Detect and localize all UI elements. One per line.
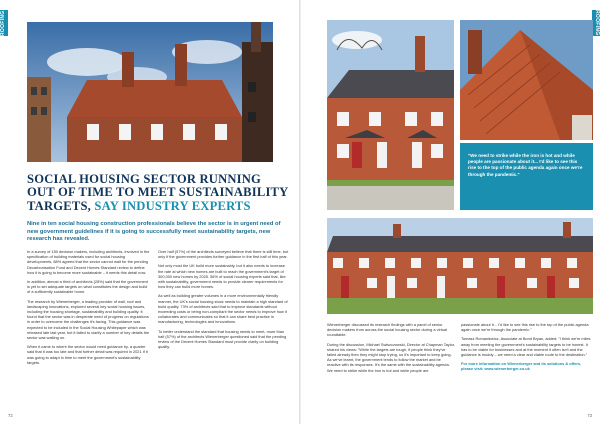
section-tab-right: ROOFING [594, 10, 600, 36]
photo-new-build-houses [327, 20, 454, 210]
paragraph: In a survey of 150 decision makers, including architects, involved in the specification of building materials used for social housing developments, 88% agreed that the sector cannot wait for the pending Decarbonisation Fund and Decent Homes Standard review to define how it is going to become more sustainable – it needs this detail now. [27, 249, 150, 275]
article-title-highlight: SAY INDUSTRY EXPERTS [94, 198, 251, 213]
paragraph: Wienerberger discussed its research findings with a panel of senior decision makers from across the social housing sector during a virtual roundtable. [327, 322, 448, 338]
pull-quote-box [460, 143, 593, 210]
paragraph: Over half (57%) of the architects surveyed believe that there is still time, but only if the government provides further guidance in the first half of this year. [158, 249, 289, 260]
paragraph: When it came to where the sector would need guidance by, a quarter said that it was too late and that further detail was required in 2021 if it was going to adapt in time to meet the government's sustainability targets. [27, 344, 148, 365]
left-page [0, 0, 299, 424]
paragraph: Tomasz Romaniewicz, Associate at Bond Bryan, added: "I think we're miles away from meeting the government's sustainability targets to be honest. It has to be viable for businesses and at the moment it often isn't and the guidance is muddy – we need a clear and viable route to the destination." [461, 336, 591, 358]
paragraph: To better understand the standard that housing needs to meet, more than half (57%) of the architects Wienerberger questioned said that the pending review of the Decent Homes Standard must provide clarity on building quality. [158, 328, 287, 350]
photo-terraced-houses [327, 218, 593, 314]
paragraph: The research by Wienerberger, a leading provider of wall, roof and landscaping innovations, explored several key social housing issues, including the housing shortage, sustainability and building quality. It found that the sector was in desperate need of progress on regulations in order to overcome the challenges it's facing. This guidance was expected to be included in the Social Housing Whitepaper which was released late last year, but it failed to clarify a number of key details the sector was waiting on. [27, 298, 150, 341]
more-info-paragraph [461, 361, 591, 371]
page-number-right: 73 [587, 413, 592, 418]
pull-quote: "We need to strike while the iron is hot and while people are passionate about it... I'd like to see this rise to the top of the public agenda again once we're through the pandemic." [468, 153, 583, 177]
paragraph: During the discussion, Michael Swiszczowski, Director at Chapman Taylor, shared his views: "While the targets are tough, if people think they've failed already then they might stop trying, so it's important to keep going. As we've learnt, the government tends to follow the market and be reactive with its responses. It's the same with the sustainability agenda. We need to strike while the iron is hot and while people are [327, 341, 455, 373]
body-column-3 [327, 322, 455, 377]
right-page [301, 0, 600, 424]
paragraph: As well as building greater volumes in a more environmentally friendly manner, the UK's social housing stock needs to maintain a high standard of build quality. 73% of architects said that to improve standards without exceeding costs or being non-compliant the sector needs to improve how it collaborates and communicates so that it can share best practice in manufacturing, technologies and innovations. [158, 293, 288, 325]
body-column-1 [27, 249, 151, 369]
body-column-4 [461, 322, 591, 376]
article-standfirst: Nine in ten social housing construction professionals believe the sector is in urgent need of new government guidelines if it is going to successfully meet sustainability targets, new research has revealed. [27, 221, 281, 243]
paragraph: passionate about it... I'd like to see this rise to the top of the public agenda again once we're through the pandemic." [461, 322, 589, 333]
photo-roof-tiles [460, 20, 593, 140]
paragraph: Not only must the UK build more sustainably, but it also needs to increase the rate at which new homes are built to reach the government's target of 300,000 new homes by 2025. 56% of social housing experts said that, like with sustainability, government needs to provide clearer requirements for how they can build more homes. [158, 263, 286, 290]
more-info-link[interactable]: For more information on Wienerberger and its solutions & offers, please visit: www.wienerberger.co.uk [461, 361, 582, 372]
paragraph: In addition, almost a third of architects (28%) said that the government is yet to set adequate targets on what constitutes the design and build of a sufficiently sustainable home. [27, 279, 148, 295]
body-column-2 [158, 249, 289, 353]
article-title [27, 173, 289, 213]
photo-brick-houses-rooftops [27, 22, 273, 162]
page-number-left: 72 [8, 413, 13, 418]
article-title-main: SOCIAL HOUSING SECTOR RUNNING OUT OF TIME TO MEET SUSTAINABILITY TARGETS, [27, 172, 288, 213]
section-tab-left: ROOFING [0, 10, 6, 36]
